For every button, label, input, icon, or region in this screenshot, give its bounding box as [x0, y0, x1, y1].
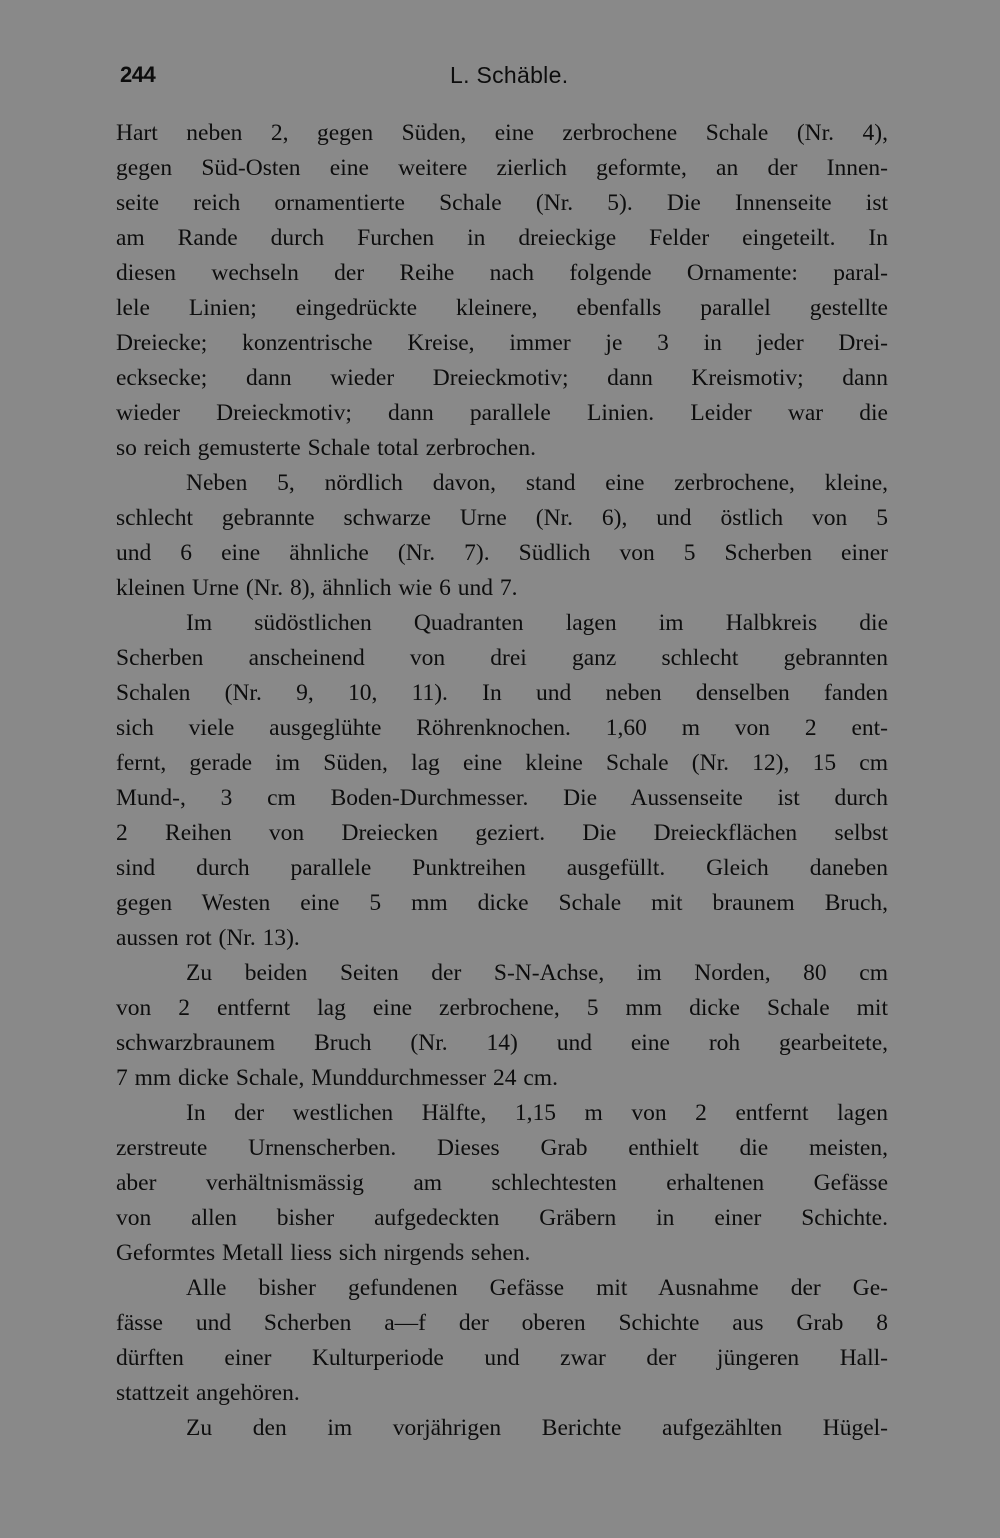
running-head-author: L. Schäble.: [450, 62, 569, 88]
text-line: Schalen (Nr. 9, 10, 11). In und neben denselben fanden: [116, 680, 888, 706]
text-line: lele Linien; eingedrückte kleinere, ebenfalls parallel gestellte: [116, 295, 888, 321]
text-line: zerstreute Urnenscherben. Dieses Grab enthielt die meisten,: [116, 1135, 888, 1161]
text-line: aber verhältnismässig am schlechtesten erhaltenen Gefässe: [116, 1170, 888, 1196]
text-body: [116, 116, 888, 1446]
paragraph: [116, 1096, 888, 1271]
text-line: sich viele ausgeglühte Röhrenknochen. 1,60 m von 2 ent-: [116, 715, 888, 741]
text-line: Neben 5, nördlich davon, stand eine zerbrochene, kleine,: [186, 470, 888, 496]
text-line: Mund-, 3 cm Boden-Durchmesser. Die Aussenseite ist durch: [116, 785, 888, 811]
text-line: diesen wechseln der Reihe nach folgende Ornamente: paral-: [116, 260, 888, 286]
text-line: fernt, gerade im Süden, lag eine kleine Schale (Nr. 12), 15 cm: [116, 750, 888, 776]
text-line: Hart neben 2, gegen Süden, eine zerbrochene Schale (Nr. 4),: [116, 120, 888, 146]
text-line: gegen Süd-Osten eine weitere zierlich geformte, an der Innen-: [116, 155, 888, 181]
text-line: am Rande durch Furchen in dreieckige Felder eingeteilt. In: [116, 225, 888, 251]
text-line: dürften einer Kulturperiode und zwar der jüngeren Hall-: [116, 1345, 888, 1371]
text-line: Alle bisher gefundenen Gefässe mit Ausnahme der Ge-: [186, 1275, 888, 1301]
text-line: von allen bisher aufgedeckten Gräbern in einer Schichte.: [116, 1205, 888, 1231]
text-line: schlecht gebrannte schwarze Urne (Nr. 6), und östlich von 5: [116, 505, 888, 531]
paragraph: [116, 1411, 888, 1446]
text-line: so reich gemusterte Schale total zerbrochen.: [116, 435, 536, 461]
text-line: In der westlichen Hälfte, 1,15 m von 2 entfernt lagen: [186, 1100, 888, 1126]
text-line: aussen rot (Nr. 13).: [116, 925, 300, 951]
paragraph: [116, 606, 888, 956]
text-line: schwarzbraunem Bruch (Nr. 14) und eine roh gearbeitete,: [116, 1030, 888, 1056]
page-number: 244: [120, 62, 156, 87]
text-line: von 2 entfernt lag eine zerbrochene, 5 mm dicke Schale mit: [116, 995, 888, 1021]
text-line: fässe und Scherben a—f der oberen Schichte aus Grab 8: [116, 1310, 888, 1336]
text-line: seite reich ornamentierte Schale (Nr. 5). Die Innenseite ist: [116, 190, 888, 216]
paragraph: [116, 956, 888, 1096]
text-line: 2 Reihen von Dreiecken geziert. Die Dreieckflächen selbst: [116, 820, 888, 846]
text-line: und 6 eine ähnliche (Nr. 7). Südlich von 5 Scherben einer: [116, 540, 888, 566]
text-line: stattzeit angehören.: [116, 1380, 300, 1406]
text-line: kleinen Urne (Nr. 8), ähnlich wie 6 und 7.: [116, 575, 518, 601]
text-line: Zu den im vorjährigen Berichte aufgezählten Hügel-: [186, 1415, 888, 1441]
text-line: Zu beiden Seiten der S-N-Achse, im Norden, 80 cm: [186, 960, 888, 986]
running-head: [117, 58, 887, 92]
paragraph: [116, 116, 888, 466]
text-line: Scherben anscheinend von drei ganz schlecht gebrannten: [116, 645, 888, 671]
paragraph: [116, 1271, 888, 1411]
text-line: wieder Dreieckmotiv; dann parallele Linien. Leider war die: [116, 400, 888, 426]
text-line: Dreiecke; konzentrische Kreise, immer je 3 in jeder Drei-: [116, 330, 888, 356]
text-line: Geformtes Metall liess sich nirgends sehen.: [116, 1240, 531, 1266]
paragraph: [116, 466, 888, 606]
text-line: 7 mm dicke Schale, Munddurchmesser 24 cm.: [116, 1065, 558, 1091]
text-line: gegen Westen eine 5 mm dicke Schale mit braunem Bruch,: [116, 890, 888, 916]
text-line: ecksecke; dann wieder Dreieckmotiv; dann Kreismotiv; dann: [116, 365, 888, 391]
text-line: Im südöstlichen Quadranten lagen im Halbkreis die: [186, 610, 888, 636]
text-line: sind durch parallele Punktreihen ausgefüllt. Gleich daneben: [116, 855, 888, 881]
